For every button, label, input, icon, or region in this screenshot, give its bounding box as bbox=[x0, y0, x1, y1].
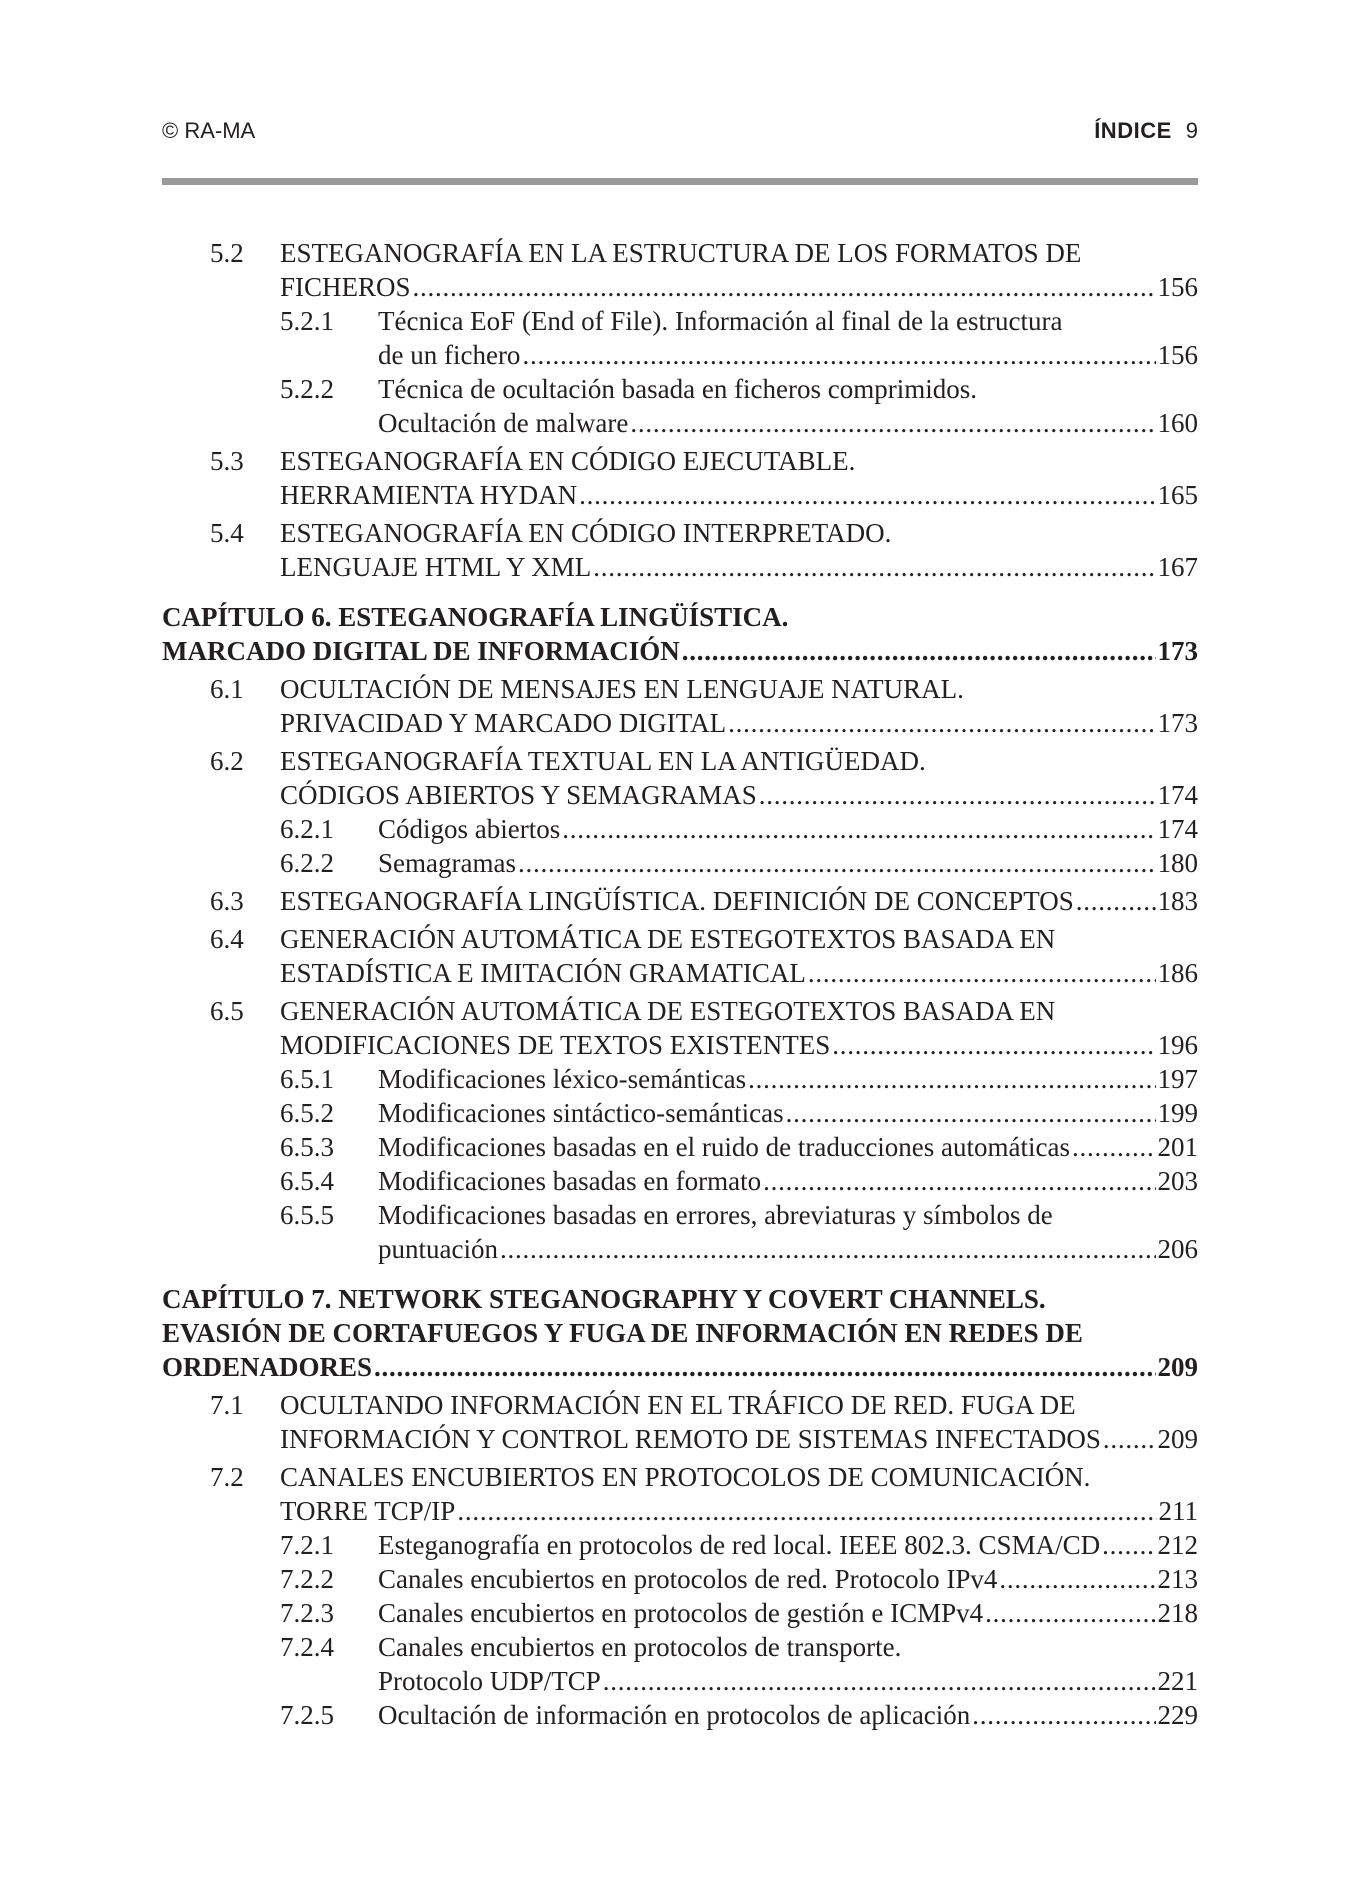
toc-entry-title-line: Ocultación de malware bbox=[378, 408, 629, 438]
toc-entry-leader-line bbox=[378, 846, 1198, 880]
toc-entry-number: 7.2.5 bbox=[280, 1700, 334, 1730]
toc-entry-leader-line bbox=[280, 478, 1198, 512]
dot-leader bbox=[374, 1350, 1155, 1384]
toc-entry[interactable] bbox=[162, 922, 1198, 990]
toc-entry-leader-line bbox=[378, 1096, 1198, 1130]
toc-entry-leader-line bbox=[378, 1164, 1198, 1198]
toc-entry-number: 5.2.2 bbox=[280, 374, 334, 404]
dot-leader bbox=[518, 846, 1156, 880]
toc-entry[interactable] bbox=[162, 1096, 1198, 1130]
toc-entry[interactable] bbox=[162, 846, 1198, 880]
toc-page-number: 174 bbox=[1157, 814, 1198, 844]
dot-leader bbox=[603, 1664, 1156, 1698]
running-head bbox=[1094, 118, 1198, 144]
toc-entry-leader-line bbox=[378, 1562, 1198, 1596]
toc-chapter[interactable] bbox=[162, 600, 1198, 668]
dot-leader bbox=[1072, 1130, 1156, 1164]
toc-entry[interactable] bbox=[162, 1630, 1198, 1698]
toc-entry-leader-line bbox=[162, 634, 1198, 668]
toc-page-number: 203 bbox=[1157, 1166, 1198, 1196]
toc-page-number: 180 bbox=[1157, 848, 1198, 878]
toc-entry-number: 6.5.3 bbox=[280, 1132, 334, 1162]
toc-entry-title-line: Semagramas bbox=[378, 848, 516, 878]
toc-page-number: 197 bbox=[1157, 1064, 1198, 1094]
toc-entry-number: 7.2.2 bbox=[280, 1564, 334, 1594]
dot-leader bbox=[413, 270, 1156, 304]
toc-entry-title-line: de un fichero bbox=[378, 340, 521, 370]
toc-entry-leader-line bbox=[280, 270, 1198, 304]
toc-entry-title-line: Canales encubiertos en protocolos de red. Protocolo IPv4 bbox=[378, 1564, 998, 1594]
toc-entry-leader-line bbox=[378, 406, 1198, 440]
toc-entry-title-line: ESTEGANOGRAFÍA EN LA ESTRUCTURA DE LOS FORMATOS DE bbox=[280, 238, 1082, 268]
toc-entry-number: 7.2 bbox=[210, 1462, 244, 1492]
toc-entry-title-line: CANALES ENCUBIERTOS EN PROTOCOLOS DE COMUNICACIÓN. bbox=[280, 1462, 1091, 1492]
toc-entry[interactable] bbox=[162, 1388, 1198, 1456]
toc-entry[interactable] bbox=[162, 304, 1198, 372]
toc-page-number: 209 bbox=[1157, 1424, 1198, 1454]
toc-entry-leader-line bbox=[378, 1528, 1198, 1562]
publisher-mark: © RA-MA bbox=[162, 118, 256, 143]
dot-leader bbox=[1102, 1528, 1155, 1562]
toc-entry-title-line: OCULTANDO INFORMACIÓN EN EL TRÁFICO DE RED. FUGA DE bbox=[280, 1390, 1076, 1420]
toc-entry[interactable] bbox=[162, 236, 1198, 304]
toc-entry-title-line: CAPÍTULO 6. ESTEGANOGRAFÍA LINGÜÍSTICA. bbox=[162, 602, 789, 632]
toc-entry-number: 6.4 bbox=[210, 924, 244, 954]
dot-leader bbox=[728, 706, 1155, 740]
toc-entry-number: 6.2.2 bbox=[280, 848, 334, 878]
toc-entry-title-line: Modificaciones sintáctico-semánticas bbox=[378, 1098, 784, 1128]
toc-entry[interactable] bbox=[162, 372, 1198, 440]
toc-entry-number: 6.2 bbox=[210, 746, 244, 776]
toc-page-number: 186 bbox=[1157, 958, 1198, 988]
toc-entry-leader-line bbox=[162, 1350, 1198, 1384]
dot-leader bbox=[457, 1494, 1156, 1528]
toc-entry[interactable] bbox=[162, 1164, 1198, 1198]
toc-entry-leader-line bbox=[280, 956, 1198, 990]
dot-leader bbox=[808, 956, 1156, 990]
toc-entry-title-line: ESTADÍSTICA E IMITACIÓN GRAMATICAL bbox=[280, 958, 806, 988]
toc-entry-number: 6.5.2 bbox=[280, 1098, 334, 1128]
toc-entry-title-line: HERRAMIENTA HYDAN bbox=[280, 480, 578, 510]
toc-entry-title-line: GENERACIÓN AUTOMÁTICA DE ESTEGOTEXTOS BASADA EN bbox=[280, 996, 1056, 1026]
toc-entry-leader-line bbox=[280, 778, 1198, 812]
toc-entry-number: 5.3 bbox=[210, 446, 244, 476]
toc-entry-title-line: Modificaciones basadas en formato bbox=[378, 1166, 762, 1196]
toc-entry-title-line: ORDENADORES bbox=[162, 1352, 373, 1382]
dot-leader bbox=[500, 1232, 1156, 1266]
dot-leader bbox=[759, 778, 1156, 812]
toc-entry[interactable] bbox=[162, 1198, 1198, 1266]
toc-page-number: 165 bbox=[1157, 480, 1198, 510]
toc-entry-number: 7.2.4 bbox=[280, 1632, 334, 1662]
toc-entry-title-line: puntuación bbox=[378, 1234, 498, 1264]
toc-entry[interactable] bbox=[162, 994, 1198, 1062]
toc-entry-title-line: GENERACIÓN AUTOMÁTICA DE ESTEGOTEXTOS BASADA EN bbox=[280, 924, 1056, 954]
toc-entry-title-line: ESTEGANOGRAFÍA LINGÜÍSTICA. DEFINICIÓN DE CONCEPTOS bbox=[280, 886, 1074, 916]
page-number: 9 bbox=[1185, 118, 1198, 143]
toc-entry[interactable] bbox=[162, 444, 1198, 512]
dot-leader bbox=[1076, 884, 1156, 918]
toc-entry-title-line: Modificaciones léxico-semánticas bbox=[378, 1064, 747, 1094]
toc-entry[interactable] bbox=[162, 1698, 1198, 1732]
toc-entry-leader-line bbox=[280, 884, 1198, 918]
toc-entry-title-line: Protocolo UDP/TCP bbox=[378, 1666, 601, 1696]
toc-entry-title-line: MARCADO DIGITAL DE INFORMACIÓN bbox=[162, 636, 680, 666]
toc-page-number: 201 bbox=[1157, 1132, 1198, 1162]
toc-entry-number: 7.2.1 bbox=[280, 1530, 334, 1560]
dot-leader bbox=[562, 812, 1155, 846]
toc-entry[interactable] bbox=[162, 884, 1198, 918]
toc-page-number: 173 bbox=[1157, 708, 1198, 738]
toc-entry-number: 5.2.1 bbox=[280, 306, 334, 336]
dot-leader bbox=[630, 406, 1155, 440]
toc-entry-leader-line bbox=[378, 1062, 1198, 1096]
toc-page-number: 156 bbox=[1157, 272, 1198, 302]
toc-entry-leader-line bbox=[378, 812, 1198, 846]
toc-page-number: 212 bbox=[1157, 1530, 1198, 1560]
toc-page-number: 209 bbox=[1157, 1352, 1198, 1382]
toc-entry-title-line: CÓDIGOS ABIERTOS Y SEMAGRAMAS bbox=[280, 780, 757, 810]
toc-entry-title-line: Modificaciones basadas en errores, abreviaturas y símbolos de bbox=[378, 1200, 1053, 1230]
toc-page-number: 174 bbox=[1157, 780, 1198, 810]
toc-entry-title-line: Técnica EoF (End of File). Información al final de la estructura bbox=[378, 306, 1063, 336]
dot-leader bbox=[748, 1062, 1155, 1096]
toc-entry-title-line: ESTEGANOGRAFÍA TEXTUAL EN LA ANTIGÜEDAD. bbox=[280, 746, 926, 776]
toc-entry-number: 6.5 bbox=[210, 996, 244, 1026]
dot-leader bbox=[972, 1698, 1155, 1732]
toc-page-number: 173 bbox=[1157, 636, 1198, 666]
dot-leader bbox=[1103, 1422, 1156, 1456]
toc-entry-leader-line bbox=[280, 550, 1198, 584]
toc-entry-title-line: CAPÍTULO 7. NETWORK STEGANOGRAPHY Y COVERT CHANNELS. bbox=[162, 1284, 1046, 1314]
toc-entry-number: 6.3 bbox=[210, 886, 244, 916]
toc-entry[interactable] bbox=[162, 812, 1198, 846]
toc-entry-number: 7.1 bbox=[210, 1390, 244, 1420]
toc-entry-leader-line bbox=[280, 1494, 1198, 1528]
toc-entry[interactable] bbox=[162, 1562, 1198, 1596]
dot-leader bbox=[593, 550, 1155, 584]
dot-leader bbox=[579, 478, 1155, 512]
toc-entry-title-line: Técnica de ocultación basada en ficheros comprimidos. bbox=[378, 374, 978, 404]
toc-chapter[interactable] bbox=[162, 1282, 1198, 1384]
toc-entry-leader-line bbox=[378, 1232, 1198, 1266]
toc-entry-leader-line bbox=[378, 1698, 1198, 1732]
toc-page-number: 167 bbox=[1157, 552, 1198, 582]
toc-entry-leader-line bbox=[280, 706, 1198, 740]
toc-page-number: 213 bbox=[1157, 1564, 1198, 1594]
toc-entry-title-line: Canales encubiertos en protocolos de gestión e ICMPv4 bbox=[378, 1598, 984, 1628]
dot-leader bbox=[682, 634, 1156, 668]
toc-entry-title-line: INFORMACIÓN Y CONTROL REMOTO DE SISTEMAS INFECTADOS bbox=[280, 1424, 1101, 1454]
toc-entry-title-line: ESTEGANOGRAFÍA EN CÓDIGO EJECUTABLE. bbox=[280, 446, 856, 476]
toc-entry[interactable] bbox=[162, 672, 1198, 740]
toc-entry[interactable] bbox=[162, 1528, 1198, 1562]
toc-entry-leader-line bbox=[280, 1422, 1198, 1456]
toc-entry-number: 5.2 bbox=[210, 238, 244, 268]
toc-entry-title-line: OCULTACIÓN DE MENSAJES EN LENGUAJE NATURAL. bbox=[280, 674, 964, 704]
toc-entry-number: 6.5.1 bbox=[280, 1064, 334, 1094]
toc-entry[interactable] bbox=[162, 516, 1198, 584]
toc-entry-number: 6.5.4 bbox=[280, 1166, 334, 1196]
toc-entry-leader-line bbox=[280, 1028, 1198, 1062]
header-rule bbox=[162, 178, 1198, 185]
dot-leader bbox=[786, 1096, 1156, 1130]
toc-entry-number: 6.5.5 bbox=[280, 1200, 334, 1230]
toc-page-number: 196 bbox=[1157, 1030, 1198, 1060]
toc-entry-title-line: LENGUAJE HTML Y XML bbox=[280, 552, 592, 582]
dot-leader bbox=[763, 1164, 1155, 1198]
toc-entry[interactable] bbox=[162, 1460, 1198, 1528]
toc-entry-title-line: EVASIÓN DE CORTAFUEGOS Y FUGA DE INFORMACIÓN EN REDES DE bbox=[162, 1318, 1083, 1348]
dot-leader bbox=[999, 1562, 1155, 1596]
toc-entry-leader-line bbox=[378, 338, 1198, 372]
toc-entry[interactable] bbox=[162, 744, 1198, 812]
toc-entry-title-line: TORRE TCP/IP bbox=[280, 1496, 456, 1526]
toc-page-number: 229 bbox=[1157, 1700, 1198, 1730]
toc-entry-leader-line bbox=[378, 1664, 1198, 1698]
toc-entry-title-line: PRIVACIDAD Y MARCADO DIGITAL bbox=[280, 708, 727, 738]
toc-entry-number: 6.1 bbox=[210, 674, 244, 704]
toc-entry[interactable] bbox=[162, 1130, 1198, 1164]
toc-entry[interactable] bbox=[162, 1596, 1198, 1630]
dot-leader bbox=[522, 338, 1155, 372]
toc-entry-leader-line bbox=[378, 1596, 1198, 1630]
toc-page-number: 160 bbox=[1157, 408, 1198, 438]
toc-entry-title-line: Esteganografía en protocolos de red local. IEEE 802.3. CSMA/CD bbox=[378, 1530, 1101, 1560]
toc-entry-leader-line bbox=[378, 1130, 1198, 1164]
toc-page-number: 199 bbox=[1157, 1098, 1198, 1128]
dot-leader bbox=[985, 1596, 1155, 1630]
toc-page-number: 156 bbox=[1157, 340, 1198, 370]
toc-entry-title-line: MODIFICACIONES DE TEXTOS EXISTENTES bbox=[280, 1030, 831, 1060]
toc-page-number: 221 bbox=[1157, 1666, 1198, 1696]
toc-page-number: 218 bbox=[1157, 1598, 1198, 1628]
toc-entry-title-line: FICHEROS bbox=[280, 272, 411, 302]
toc-entry-number: 6.2.1 bbox=[280, 814, 334, 844]
toc-entry-title-line: Códigos abiertos bbox=[378, 814, 561, 844]
toc-entry-number: 5.4 bbox=[210, 518, 244, 548]
toc-entry-title-line: Canales encubiertos en protocolos de transporte. bbox=[378, 1632, 902, 1662]
toc-page-number: 211 bbox=[1158, 1496, 1198, 1526]
toc-page-number: 206 bbox=[1157, 1234, 1198, 1264]
toc-entry-title-line: Ocultación de información en protocolos de aplicación bbox=[378, 1700, 971, 1730]
toc-page-number: 183 bbox=[1157, 886, 1198, 916]
dot-leader bbox=[832, 1028, 1155, 1062]
toc-entry-number: 7.2.3 bbox=[280, 1598, 334, 1628]
toc-entry-title-line: ESTEGANOGRAFÍA EN CÓDIGO INTERPRETADO. bbox=[280, 518, 892, 548]
table-of-contents bbox=[162, 232, 1198, 1732]
toc-entry[interactable] bbox=[162, 1062, 1198, 1096]
page-header bbox=[162, 118, 1198, 152]
section-title: ÍNDICE bbox=[1094, 118, 1172, 143]
toc-entry-title-line: Modificaciones basadas en el ruido de traducciones automáticas bbox=[378, 1132, 1070, 1162]
